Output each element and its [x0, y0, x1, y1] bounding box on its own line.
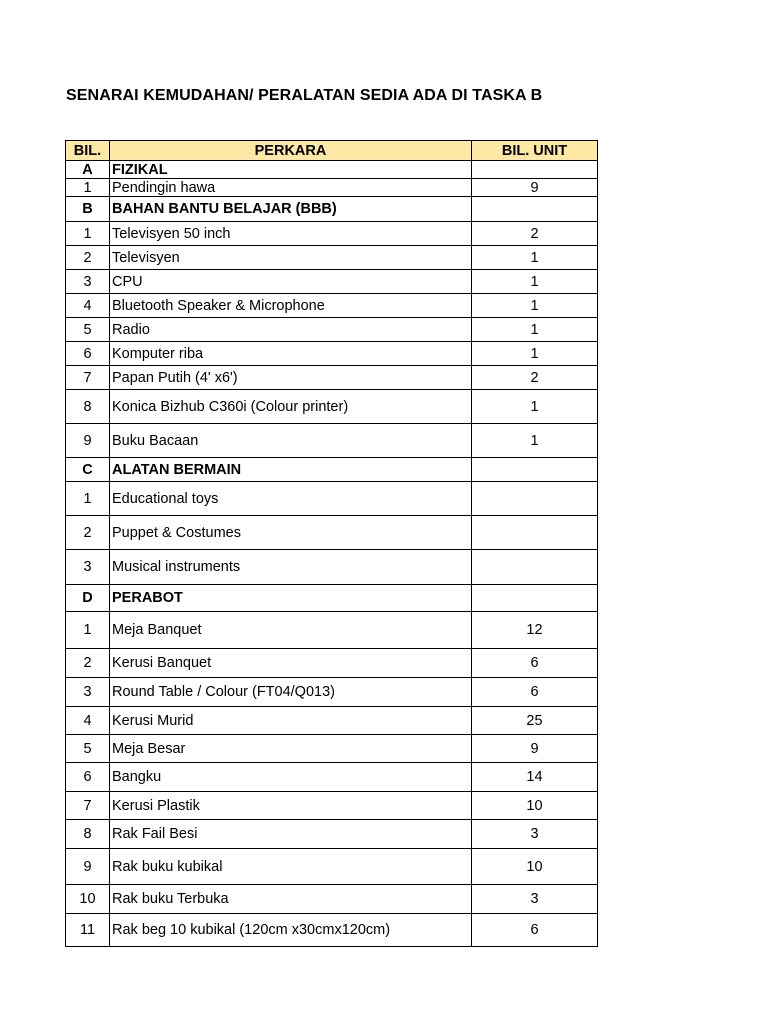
row-bil: B [66, 197, 110, 222]
row-bil: D [66, 585, 110, 612]
row-perkara: Radio [110, 318, 472, 342]
row-bil: 8 [66, 390, 110, 424]
row-bil: 6 [66, 342, 110, 366]
row-perkara: Televisyen 50 inch [110, 222, 472, 246]
table-header-row [66, 141, 598, 161]
row-bil: 3 [66, 550, 110, 585]
row-perkara: CPU [110, 270, 472, 294]
header-bil: BIL. [66, 141, 110, 161]
row-perkara: BAHAN BANTU BELAJAR (BBB) [110, 197, 472, 222]
row-bil-unit [472, 482, 598, 516]
row-perkara: Komputer riba [110, 342, 472, 366]
row-perkara: Kerusi Plastik [110, 792, 472, 820]
row-bil: 11 [66, 914, 110, 947]
row-bil: 4 [66, 294, 110, 318]
table-row [66, 649, 598, 678]
table-row [66, 849, 598, 885]
row-bil: 3 [66, 678, 110, 707]
table-row [66, 318, 598, 342]
row-perkara: PERABOT [110, 585, 472, 612]
row-bil-unit: 1 [472, 270, 598, 294]
table-row [66, 612, 598, 649]
table-row [66, 366, 598, 390]
table-row [66, 707, 598, 735]
row-perkara: Papan Putih (4' x6') [110, 366, 472, 390]
row-bil-unit: 1 [472, 342, 598, 366]
row-bil: 1 [66, 179, 110, 197]
row-bil-unit [472, 516, 598, 550]
table-row [66, 342, 598, 366]
row-bil-unit [472, 550, 598, 585]
row-perkara: Rak beg 10 kubikal (120cm x30cmx120cm) [110, 914, 472, 947]
table-row [66, 550, 598, 585]
row-bil-unit: 25 [472, 707, 598, 735]
row-bil: 9 [66, 424, 110, 458]
row-perkara: FIZIKAL [110, 161, 472, 179]
row-bil-unit: 9 [472, 179, 598, 197]
row-bil: 1 [66, 612, 110, 649]
row-bil-unit: 6 [472, 914, 598, 947]
page-title: SENARAI KEMUDAHAN/ PERALATAN SEDIA ADA DI TASKA B [66, 87, 543, 104]
header-bil-unit: BIL. UNIT [472, 141, 598, 161]
row-perkara: Round Table / Colour (FT04/Q013) [110, 678, 472, 707]
section-row [66, 458, 598, 482]
row-bil: 1 [66, 482, 110, 516]
row-bil-unit: 2 [472, 222, 598, 246]
row-bil: 2 [66, 649, 110, 678]
row-bil-unit: 6 [472, 678, 598, 707]
table-row [66, 424, 598, 458]
row-bil-unit: 10 [472, 849, 598, 885]
row-bil-unit: 3 [472, 820, 598, 849]
row-bil: 8 [66, 820, 110, 849]
row-bil-unit: 1 [472, 424, 598, 458]
row-bil-unit: 1 [472, 318, 598, 342]
row-perkara: Rak Fail Besi [110, 820, 472, 849]
row-perkara: Meja Banquet [110, 612, 472, 649]
row-perkara: Televisyen [110, 246, 472, 270]
row-perkara: Rak buku kubikal [110, 849, 472, 885]
row-bil-unit: 9 [472, 735, 598, 763]
row-perkara: Meja Besar [110, 735, 472, 763]
table-row [66, 885, 598, 914]
row-perkara: Kerusi Banquet [110, 649, 472, 678]
row-bil-unit: 1 [472, 294, 598, 318]
row-perkara: Buku Bacaan [110, 424, 472, 458]
row-perkara: Rak buku Terbuka [110, 885, 472, 914]
row-bil: 4 [66, 707, 110, 735]
row-bil-unit: 3 [472, 885, 598, 914]
row-bil: 1 [66, 222, 110, 246]
row-bil-unit: 6 [472, 649, 598, 678]
row-perkara: Bluetooth Speaker & Microphone [110, 294, 472, 318]
row-perkara: ALATAN BERMAIN [110, 458, 472, 482]
row-bil-unit: 2 [472, 366, 598, 390]
row-bil-unit [472, 197, 598, 222]
table-row [66, 482, 598, 516]
inventory-table [65, 140, 598, 947]
row-bil: C [66, 458, 110, 482]
row-bil-unit: 10 [472, 792, 598, 820]
table-row [66, 390, 598, 424]
row-bil: 3 [66, 270, 110, 294]
row-perkara: Puppet & Costumes [110, 516, 472, 550]
row-bil: 9 [66, 849, 110, 885]
section-row [66, 161, 598, 179]
row-bil: 2 [66, 246, 110, 270]
row-bil-unit: 12 [472, 612, 598, 649]
table-row [66, 792, 598, 820]
row-bil: 7 [66, 792, 110, 820]
row-bil: 2 [66, 516, 110, 550]
section-row [66, 585, 598, 612]
section-row [66, 197, 598, 222]
row-perkara: Educational toys [110, 482, 472, 516]
table-row [66, 246, 598, 270]
table-row [66, 678, 598, 707]
row-bil: 10 [66, 885, 110, 914]
table-row [66, 914, 598, 947]
row-perkara: Kerusi Murid [110, 707, 472, 735]
row-bil: 6 [66, 763, 110, 792]
row-bil-unit [472, 458, 598, 482]
row-perkara: Konica Bizhub C360i (Colour printer) [110, 390, 472, 424]
table-body [66, 161, 598, 947]
table-row [66, 735, 598, 763]
row-perkara: Musical instruments [110, 550, 472, 585]
row-perkara: Bangku [110, 763, 472, 792]
row-bil-unit [472, 585, 598, 612]
row-bil-unit [472, 161, 598, 179]
row-bil-unit: 1 [472, 390, 598, 424]
table-row [66, 294, 598, 318]
table-row [66, 179, 598, 197]
header-perkara: PERKARA [110, 141, 472, 161]
row-perkara: Pendingin hawa [110, 179, 472, 197]
row-bil: 5 [66, 735, 110, 763]
row-bil: A [66, 161, 110, 179]
row-bil: 5 [66, 318, 110, 342]
table-row [66, 222, 598, 246]
table-row [66, 820, 598, 849]
row-bil-unit: 14 [472, 763, 598, 792]
table-row [66, 763, 598, 792]
row-bil: 7 [66, 366, 110, 390]
row-bil-unit: 1 [472, 246, 598, 270]
table-row [66, 270, 598, 294]
table-row [66, 516, 598, 550]
